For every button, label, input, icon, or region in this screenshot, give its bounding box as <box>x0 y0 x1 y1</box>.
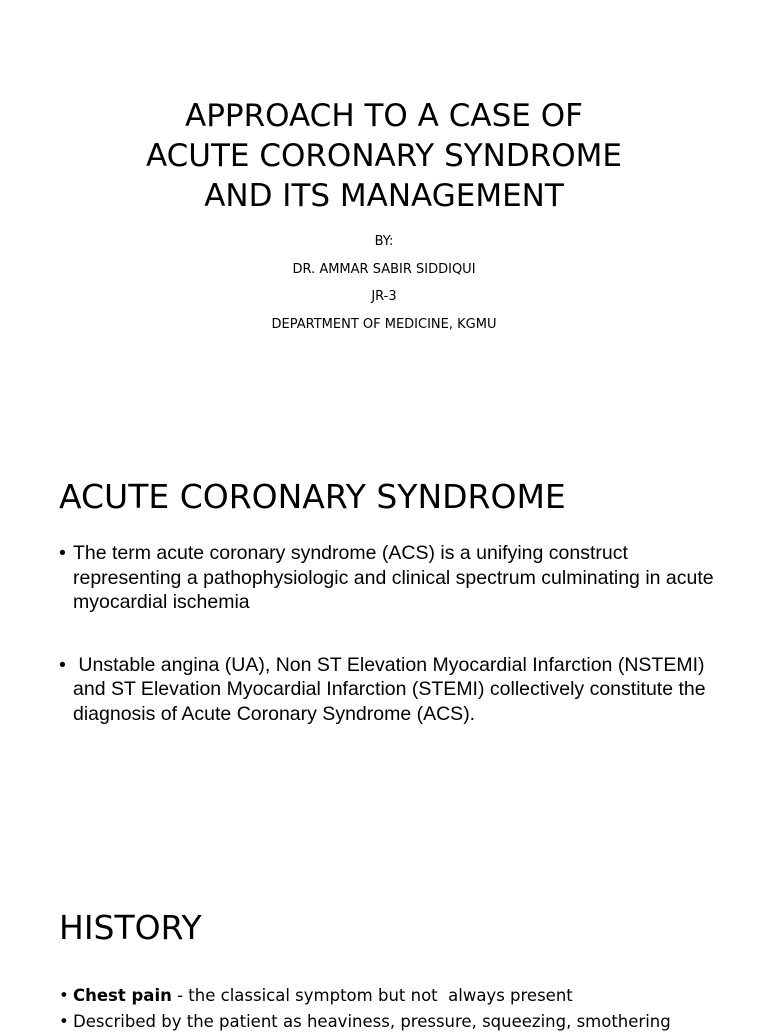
bullet-icon: • <box>59 1012 69 1031</box>
list-item <box>59 541 719 615</box>
title-line: APPROACH TO A CASE OF <box>185 98 583 134</box>
by-label: BY: <box>374 234 394 249</box>
list-item <box>59 653 719 727</box>
author-name: DR. AMMAR SABIR SIDDIQUI <box>292 261 476 277</box>
bullet-strong-text: Chest pain <box>73 986 172 1005</box>
bullet-icon: • <box>59 986 69 1005</box>
history-bullet-list <box>59 983 719 1035</box>
presenter-info <box>0 228 768 338</box>
presentation-title <box>0 96 768 216</box>
bullet-icon: • <box>59 542 66 564</box>
history-heading: HISTORY <box>59 908 202 947</box>
author-designation: JR-3 <box>371 289 397 304</box>
bullet-text: - the classical symptom but not always present <box>171 986 573 1005</box>
acs-heading: ACUTE CORONARY SYNDROME <box>59 477 566 516</box>
list-item <box>59 983 719 1009</box>
acs-bullet-list <box>59 541 719 726</box>
title-line: ACUTE CORONARY SYNDROME <box>145 138 623 174</box>
bullet-text: Described by the patient as heaviness, pressure, squeezing, smothering <box>73 1012 671 1031</box>
list-item <box>59 1009 719 1035</box>
bullet-icon: • <box>59 653 66 676</box>
bullet-text: Unstable angina (UA), Non ST Elevation Myocardial Infarction (NSTEMI) and ST Elevation Myocardial Infarction (STEMI) collectively constitute the diagnosis of Acute Coronary Syndrome (ACS). <box>73 653 712 725</box>
title-line: AND ITS MANAGEMENT <box>204 178 564 214</box>
author-department: DEPARTMENT OF MEDICINE, KGMU <box>271 316 497 332</box>
title-slide <box>0 96 768 216</box>
bullet-text: The term acute coronary syndrome (ACS) is a unifying construct representing a pathophysiologic and clinical spectrum culminating in acute myocardial ischemia <box>73 542 714 613</box>
